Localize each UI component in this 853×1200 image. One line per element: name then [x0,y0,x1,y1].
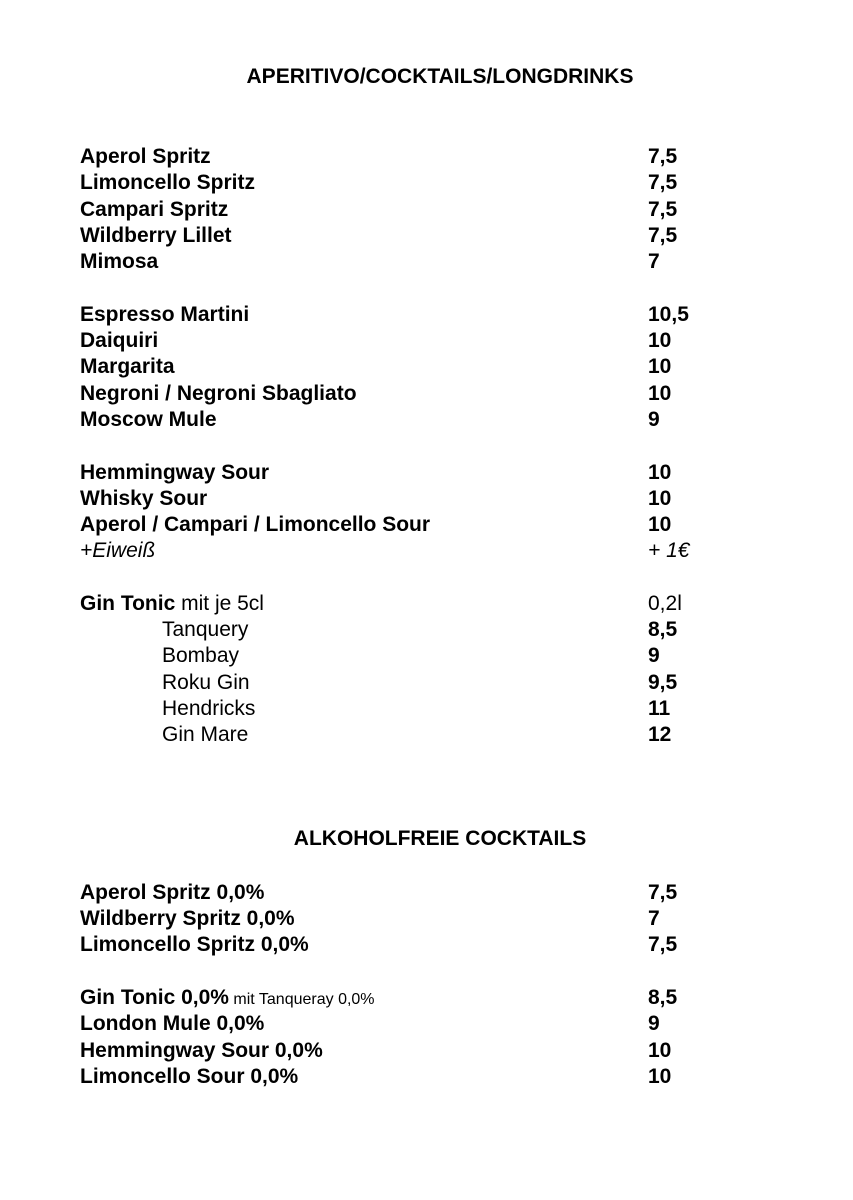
item-name: Hemmingway Sour [80,461,270,484]
item-name: Mimosa [80,250,159,273]
item-price: 10 [648,461,672,484]
variety-name: Hendricks [162,697,256,720]
item-name: Campari Spritz [80,198,229,221]
menu-item [0,1038,853,1064]
gin-tonic-size: 0,2l [648,592,682,615]
menu-item [0,328,853,354]
menu-item [0,906,853,932]
item-price: 9 [648,1012,660,1035]
variety-name: Gin Mare [162,723,249,746]
menu-item [0,144,853,170]
variety-price: 9 [648,644,660,667]
menu-item-addon [0,538,853,564]
item-name: Negroni / Negroni Sbagliato [80,382,357,405]
item-price: 10 [648,487,672,510]
menu-item [0,932,853,958]
item-price: 10,5 [648,303,689,326]
menu-item [0,486,853,512]
item-price: 8,5 [648,986,678,1009]
item-price: 7 [648,907,660,930]
item-note: mit Tanqueray 0,0% [228,991,375,1008]
item-price: 10 [648,329,672,352]
item-price: 10 [648,1065,672,1088]
gin-tonic-name: Gin Tonic [80,592,176,615]
item-price: 10 [648,355,672,378]
menu-item [0,512,853,538]
menu-item [0,1011,853,1037]
menu-item [0,407,853,433]
menu-item [0,460,853,486]
section-title-alcohol-free: ALKOHOLFREIE COCKTAILS [293,827,587,850]
gin-variety [0,643,853,669]
item-price: 7,5 [648,224,678,247]
item-name: Aperol Spritz [80,145,211,168]
menu-item [0,302,853,328]
item-price: 7,5 [648,145,678,168]
item-name: Limoncello Spritz 0,0% [80,933,309,956]
item-name: Wildberry Spritz 0,0% [80,907,295,930]
variety-price: 12 [648,723,672,746]
item-price: 7,5 [648,933,678,956]
variety-name: Bombay [162,644,240,667]
item-price: 7,5 [648,881,678,904]
item-price: 7 [648,250,660,273]
section-title-cocktails: APERITIVO/COCKTAILS/LONGDRINKS [246,65,634,88]
gin-variety [0,696,853,722]
variety-price: 11 [648,697,671,720]
item-name: Hemmingway Sour 0,0% [80,1039,323,1062]
variety-price: 9,5 [648,671,678,694]
item-name: Aperol Spritz 0,0% [80,881,265,904]
gin-variety [0,722,853,748]
menu-item [0,223,853,249]
item-name: Margarita [80,355,175,378]
item-price: 9 [648,408,660,431]
gin-tonic-note: mit je 5cl [175,592,264,615]
menu-item [0,249,853,275]
variety-name: Tanquery [162,618,249,641]
item-name: Daiquiri [80,329,159,352]
gin-variety [0,617,853,643]
gin-tonic-header [0,591,853,617]
menu-item [0,880,853,906]
menu-item [0,381,853,407]
item-name: London Mule 0,0% [80,1012,265,1035]
item-price: 10 [648,513,672,536]
item-name: Moscow Mule [80,408,217,431]
variety-name: Roku Gin [162,671,250,694]
menu-item [0,197,853,223]
addon-name: +Eiweiß [80,539,156,562]
addon-price: + 1€ [648,539,690,562]
item-name: Espresso Martini [80,303,250,326]
item-name: Limoncello Sour 0,0% [80,1065,299,1088]
menu-item [0,170,853,196]
item-price: 10 [648,1039,672,1062]
item-price: 7,5 [648,198,678,221]
menu-item [0,1064,853,1090]
item-price: 7,5 [648,171,678,194]
item-name: Aperol / Campari / Limoncello Sour [80,513,431,536]
item-name: Whisky Sour [80,487,208,510]
variety-price: 8,5 [648,618,678,641]
item-name: Limoncello Spritz [80,171,256,194]
item-price: 10 [648,382,672,405]
menu-item [0,354,853,380]
gin-variety [0,670,853,696]
menu-item [0,985,853,1011]
item-name: Gin Tonic 0,0% [80,986,229,1009]
item-name: Wildberry Lillet [80,224,232,247]
